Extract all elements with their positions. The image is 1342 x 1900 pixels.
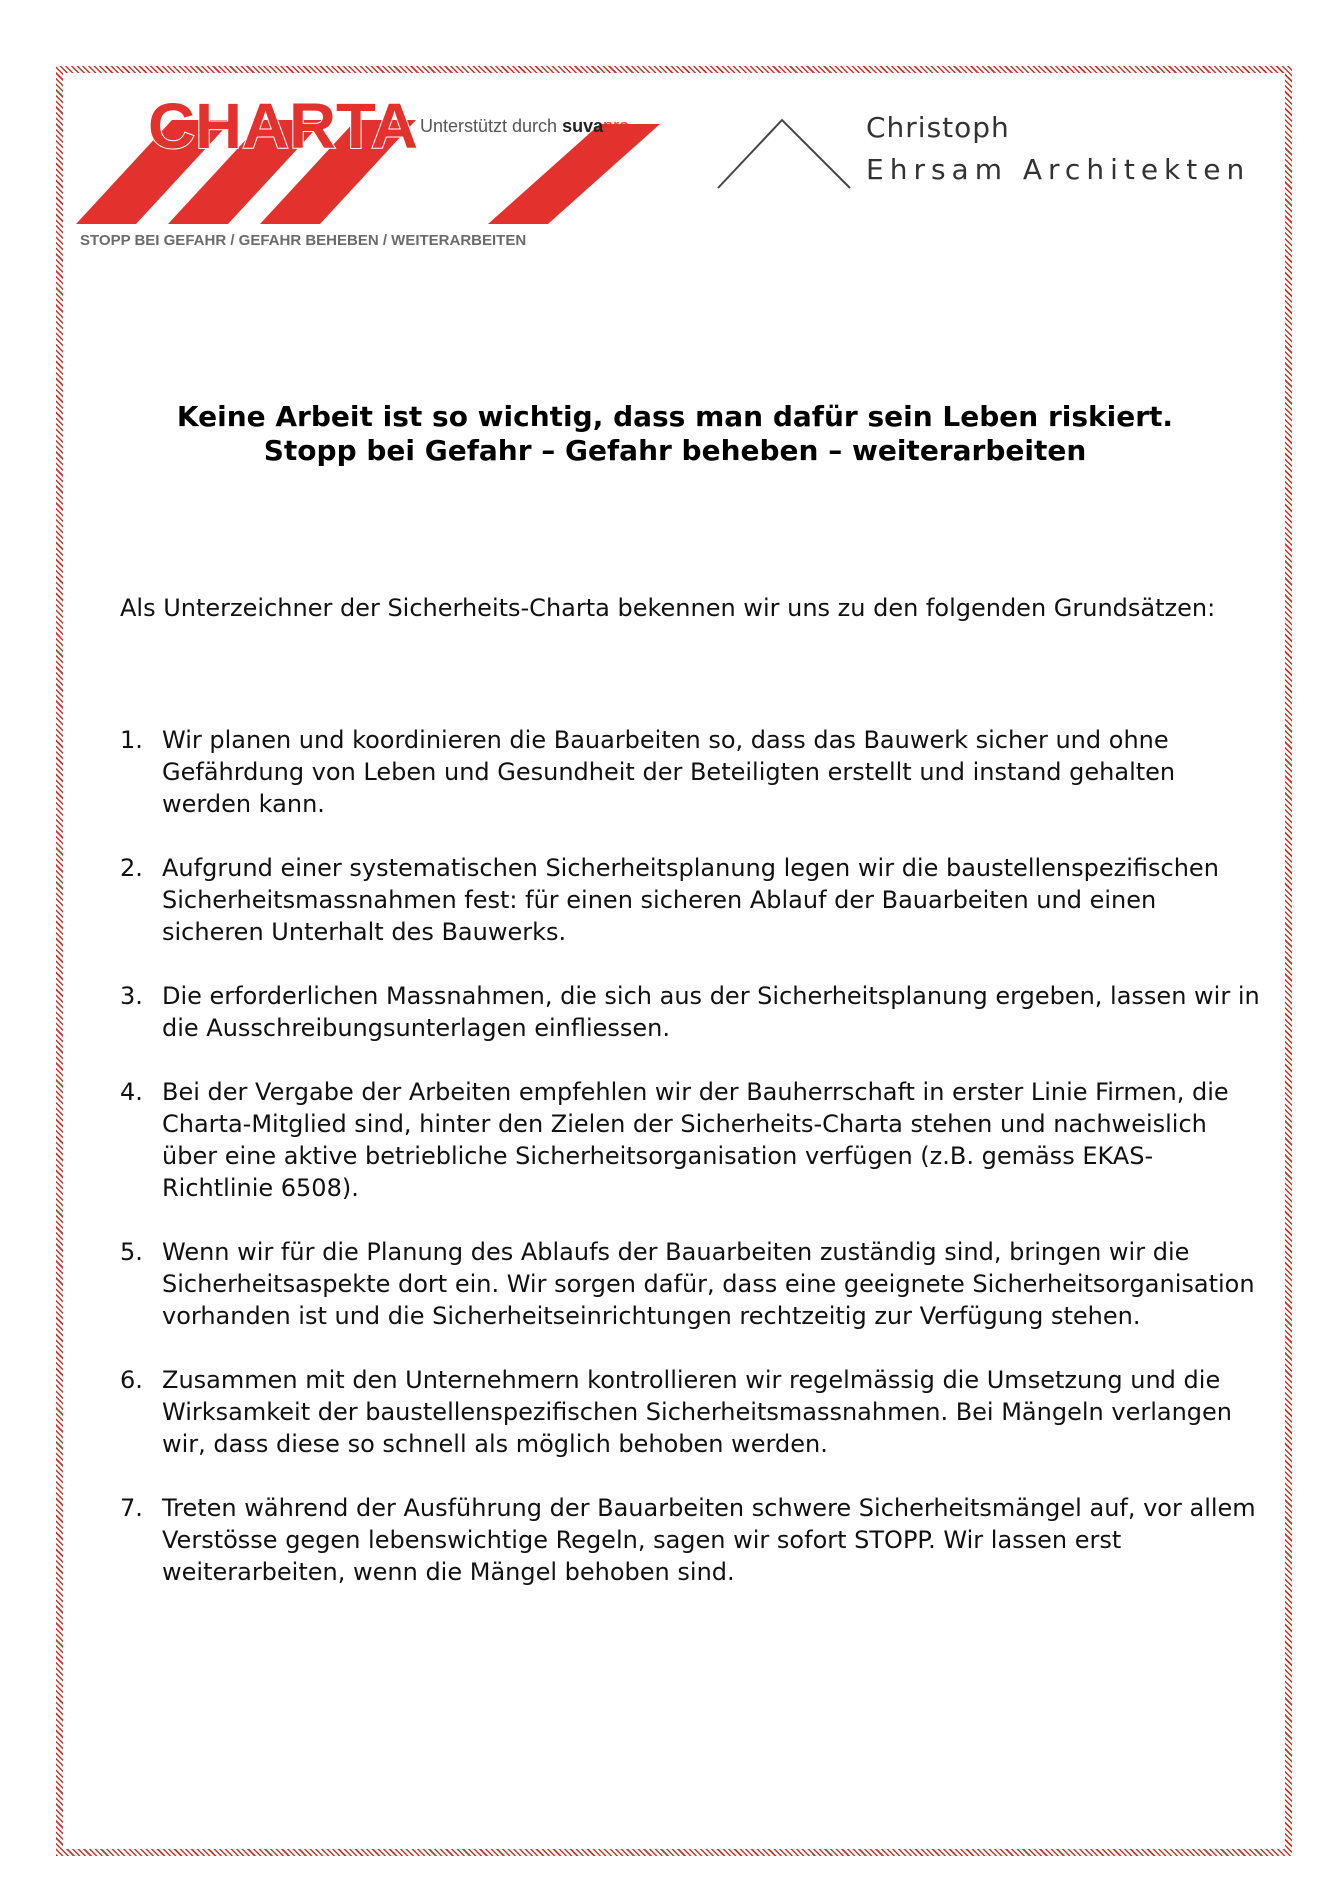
list-item-text: Bei der Vergabe der Arbeiten empfehlen wir der Bauherrschaft in erster Linie Firmen, die Charta-Mitglied sind, hinter den Zielen der Sicherheits-Charta stehen und nachweislich über eine aktive betriebliche Sicherheitsorganisation verfügen (z.B. gemäss EKAS-Richtlinie 6508). bbox=[162, 1078, 1229, 1202]
list-item-number: 3. bbox=[120, 982, 143, 1010]
list-item-number: 4. bbox=[120, 1078, 143, 1106]
support-credit bbox=[420, 116, 629, 137]
list-item bbox=[120, 1492, 1260, 1588]
list-item-text: Wir planen und koordinieren die Bauarbeiten so, dass das Bauwerk sicher und ohne Gefährdung von Leben und Gesundheit der Beteiligten erstellt und instand gehalten werden kann. bbox=[162, 726, 1176, 818]
intro-paragraph: Als Unterzeichner der Sicherheits-Charta bekennen wir uns zu den folgenden Grundsätzen: bbox=[120, 594, 1216, 622]
list-item-number: 2. bbox=[120, 854, 143, 882]
support-prefix: Unterstützt durch bbox=[420, 116, 563, 136]
architect-name-line2: Ehrsam Architekten bbox=[866, 153, 1251, 186]
list-item-number: 5. bbox=[120, 1238, 143, 1266]
list-item-text: Wenn wir für die Planung des Ablaufs der Bauarbeiten zuständig sind, bringen wir die Sicherheitsaspekte dort ein. Wir sorgen dafür, dass eine geeignete Sicherheitsorganisation vorhanden ist und die Sicherheitseinrichtungen rechtzeitig zur Verfügung stehen. bbox=[162, 1238, 1255, 1330]
list-item-number: 7. bbox=[120, 1494, 143, 1522]
list-item bbox=[120, 1236, 1260, 1332]
suva-pro-brand: pro bbox=[603, 116, 630, 136]
headline-line2: Stopp bei Gefahr – Gefahr beheben – weiterarbeiten bbox=[263, 434, 1087, 467]
list-item-number: 6. bbox=[120, 1366, 143, 1394]
charta-logo-text: CHARTA bbox=[148, 96, 418, 162]
list-item bbox=[120, 852, 1260, 948]
list-item bbox=[120, 724, 1260, 820]
headline bbox=[80, 400, 1270, 468]
list-item-text: Zusammen mit den Unternehmern kontrollieren wir regelmässig die Umsetzung und die Wirksamkeit der baustellenspezifischen Sicherheitsmassnahmen. Bei Mängeln verlangen wir, dass diese so schnell als möglich behoben werden. bbox=[162, 1366, 1232, 1458]
list-item-text: Die erforderlichen Massnahmen, die sich aus der Sicherheitsplanung ergeben, lassen wir in die Ausschreibungsunterlagen einfliessen. bbox=[162, 982, 1260, 1042]
roof-line bbox=[718, 120, 850, 188]
architect-name bbox=[866, 108, 1250, 192]
architect-roof-icon bbox=[716, 116, 856, 192]
list-item-text: Treten während der Ausführung der Bauarbeiten schwere Sicherheitsmängel auf, vor allem Verstösse gegen lebenswichtige Regeln, sagen wir sofort STOPP. Wir lassen erst weiterarbeiten, wenn die Mängel behoben sind. bbox=[162, 1494, 1256, 1586]
list-item bbox=[120, 1076, 1260, 1204]
list-item bbox=[120, 1364, 1260, 1460]
list-item-number: 1. bbox=[120, 726, 143, 754]
charta-tagline: STOPP BEI GEFAHR / GEFAHR BEHEBEN / WEITERARBEITEN bbox=[80, 232, 527, 249]
suva-brand: suva bbox=[562, 116, 604, 136]
principles-list bbox=[120, 724, 1260, 1620]
list-item bbox=[120, 980, 1260, 1044]
architect-name-line1: Christoph bbox=[866, 111, 1010, 144]
headline-line1: Keine Arbeit ist so wichtig, dass man dafür sein Leben riskiert. bbox=[176, 400, 1174, 433]
list-item-text: Aufgrund einer systematischen Sicherheitsplanung legen wir die baustellenspezifischen Sicherheitsmassnahmen fest: für einen sicheren Ablauf der Bauarbeiten und einen sicheren Unterhalt des Bauwerks. bbox=[162, 854, 1219, 946]
charta-stripe-4 bbox=[488, 124, 660, 224]
